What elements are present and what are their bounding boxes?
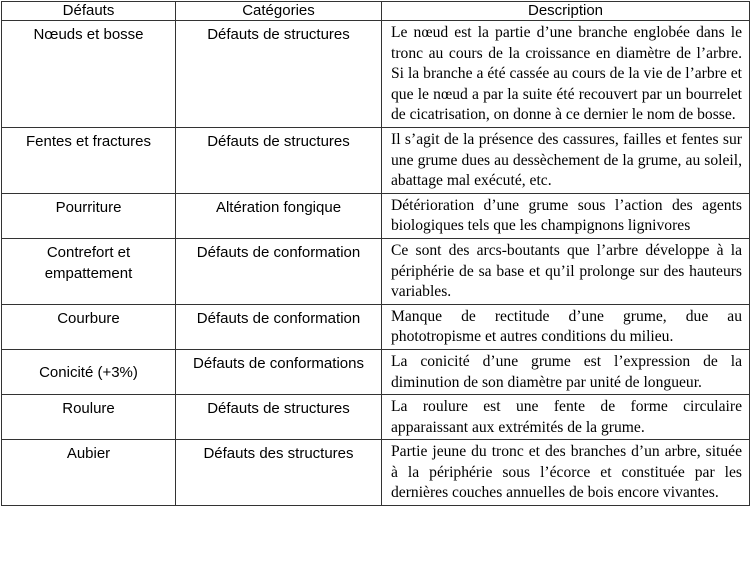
defect-name: Aubier xyxy=(2,440,176,506)
defect-name: Roulure xyxy=(2,395,176,440)
header-categories: Catégories xyxy=(176,2,382,21)
defect-category: Défauts de conformation xyxy=(176,304,382,349)
table-row xyxy=(2,193,750,238)
defect-category: Défauts de structures xyxy=(176,21,382,128)
defect-category: Altération fongique xyxy=(176,193,382,238)
defect-name: Courbure xyxy=(2,304,176,349)
defect-category: Défauts de structures xyxy=(176,395,382,440)
defect-name: Fentes et fractures xyxy=(2,127,176,193)
defect-name: Contrefort et empattement xyxy=(2,238,176,304)
defect-category: Défauts de structures xyxy=(176,127,382,193)
table-row xyxy=(2,304,750,349)
defect-description: Ce sont des arcs-boutants que l’arbre développe à la périphérie de sa base et qu’il prolonge sur des hauteurs variables. xyxy=(382,238,750,304)
defect-category: Défauts de conformations xyxy=(176,349,382,394)
header-defauts: Défauts xyxy=(2,2,176,21)
defect-category: Défauts de conformation xyxy=(176,238,382,304)
defect-name: Conicité (+3%) xyxy=(2,349,176,394)
table-row xyxy=(2,395,750,440)
defect-name: Nœuds et bosse xyxy=(2,21,176,128)
defect-description: La conicité d’une grume est l’expression de la diminution de son diamètre par unité de longueur. xyxy=(382,349,750,394)
header-row xyxy=(2,2,750,21)
defect-name: Pourriture xyxy=(2,193,176,238)
defect-description: Il s’agit de la présence des cassures, failles et fentes sur une grume dues au dessèchement de la grume, au soleil, abattage mal exécuté, etc. xyxy=(382,127,750,193)
table-row xyxy=(2,127,750,193)
table-row xyxy=(2,238,750,304)
table-row xyxy=(2,440,750,506)
defect-description: Détérioration d’une grume sous l’action des agents biologiques tels que les champignons lignivores xyxy=(382,193,750,238)
defect-description: Le nœud est la partie d’une branche englobée dans le tronc au cours de la croissance en diamètre de l’arbre. Si la branche a été cassée au cours de la vie de l’arbre et que le nœud a par la suite été recouvert par un bourrelet de cicatrisation, on donne à ce dernier le nom de bosse. xyxy=(382,21,750,128)
table-row xyxy=(2,21,750,128)
table-row xyxy=(2,349,750,394)
defect-description: La roulure est une fente de forme circulaire apparaissant aux extrémités de la grume. xyxy=(382,395,750,440)
defects-table xyxy=(1,1,750,506)
header-description: Description xyxy=(382,2,750,21)
defect-category: Défauts des structures xyxy=(176,440,382,506)
defect-description: Partie jeune du tronc et des branches d’un arbre, située à la périphérie sous l’écorce et constituée par les dernières couches annuelles de bois encore vivantes. xyxy=(382,440,750,506)
defect-description: Manque de rectitude d’une grume, due au phototropisme et autres conditions du milieu. xyxy=(382,304,750,349)
